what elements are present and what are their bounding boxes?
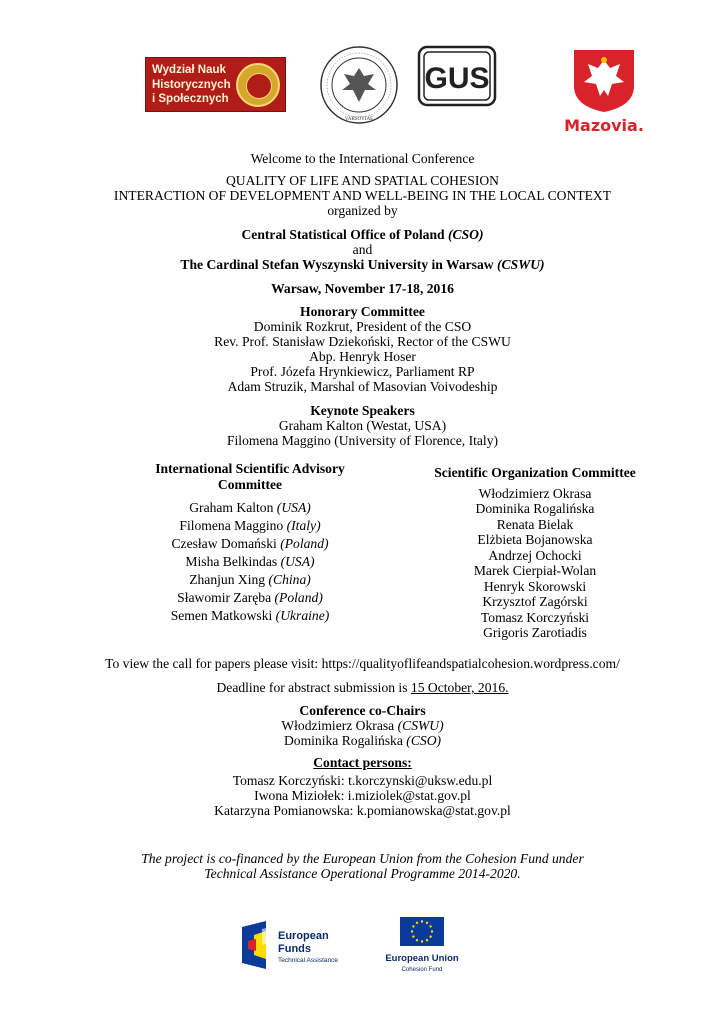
wnhs-logo-line: i Społecznych: [152, 93, 229, 105]
uksw-seal-text: VARSOVIAE: [344, 117, 374, 122]
advisory-committee: [112, 461, 388, 625]
eu-union-text: European Union: [385, 953, 459, 964]
gus-logo: [417, 45, 497, 107]
keynote-speaker: Graham Kalton (Westat, USA): [278, 418, 447, 433]
organizer-abbr: (CSWU): [497, 257, 545, 272]
organizer-abbr: (CSO): [448, 227, 484, 242]
deadline-label: Deadline for abstract submission is: [216, 680, 411, 695]
mazovia-shield-icon: [560, 48, 648, 114]
welcome-text: Welcome to the International Conference: [250, 151, 475, 166]
cochairs-heading: Conference co-Chairs: [299, 703, 426, 718]
footer-logos: [232, 913, 472, 977]
deadline-text: [0, 680, 725, 696]
keynote-speaker: Filomena Maggino (University of Florence, Italy): [226, 433, 499, 448]
organization-member: Renata Bielak: [496, 516, 574, 532]
and-text: and: [352, 242, 373, 257]
honorary-member: Abp. Henryk Hoser: [309, 349, 416, 364]
conference-title-line1: QUALITY OF LIFE AND SPATIAL COHESION: [225, 173, 499, 188]
advisory-member: Misha Belkindas (USA): [185, 554, 315, 569]
organization-member: Grigoris Zarotiadis: [483, 625, 587, 640]
advisory-member: Graham Kalton (USA): [189, 500, 311, 515]
organizer-name: The Cardinal Stefan Wyszynski University in Warsaw: [180, 257, 497, 272]
uksw-seal-logo: [318, 44, 400, 126]
funding-line2: Technical Assistance Operational Programme 2014-2020.: [204, 866, 521, 881]
honorary-member: Rev. Prof. Stanisław Dziekoński, Rector of the CSWU: [214, 334, 511, 349]
funding-line1: The project is co-financed by the European Union from the Cohesion Fund under: [141, 851, 584, 866]
advisory-member: Czesław Domański (Poland): [171, 536, 329, 551]
honorary-member: Adam Struzik, Marshal of Masovian Voivodeship: [227, 379, 498, 394]
contacts-heading-text: Contact persons:: [313, 755, 412, 770]
organization-member: Krzysztof Zagórski: [482, 594, 588, 609]
advisory-member: Semen Matkowski (Ukraine): [170, 608, 330, 623]
call-for-papers-text: To view the call for papers please visit: https://qualityoflifeandspatialcohesion.wordpress.com/: [105, 656, 620, 671]
organization-member: Henryk Skorowski: [483, 578, 587, 594]
organizer-cso: [0, 227, 725, 243]
organizer-name: Central Statistical Office of Poland: [241, 227, 448, 242]
wnhs-logo-line: Wydział Nauk: [152, 64, 226, 76]
advisory-heading-line: International Scientific Advisory: [155, 461, 345, 476]
advisory-heading-line: Committee: [217, 476, 283, 492]
european-funds-logo: [232, 913, 365, 977]
deadline-date: 15 October, 2016.: [410, 680, 509, 695]
eagle-seal-icon: [236, 63, 280, 107]
organization-heading: Scientific Organization Committee: [434, 465, 636, 480]
advisory-member: Filomena Maggino (Italy): [179, 518, 321, 533]
keynote-heading: Keynote Speakers: [310, 403, 415, 418]
honorary-member: Prof. Józefa Hrynkiewicz, Parliament RP: [250, 364, 475, 379]
honorary-heading: Honorary Committee: [300, 304, 425, 319]
wnhs-logo: [145, 57, 286, 112]
honorary-member: Dominik Rozkrut, President of the CSO: [253, 319, 472, 334]
cochair-member: Dominika Rogalińska (CSO): [283, 733, 442, 748]
eu-funds-text: Funds: [278, 943, 311, 955]
organization-member: Elżbieta Bojanowska: [477, 532, 593, 547]
gus-logo-text: GUS: [424, 62, 490, 95]
contact-person: Iwona Miziołek: i.miziolek@stat.gov.pl: [254, 788, 471, 803]
organization-member: Włodzimierz Okrasa: [478, 485, 592, 501]
conference-date: Warsaw, November 17-18, 2016: [271, 281, 454, 296]
advisory-member: Zhanjun Xing (China): [189, 572, 311, 587]
organization-committee: [405, 465, 665, 641]
organization-member: Dominika Rogalińska: [475, 501, 595, 516]
eu-funds-text: European: [278, 930, 329, 942]
conference-title-line2: INTERACTION OF DEVELOPMENT AND WELL-BEING IN THE LOCAL CONTEXT: [113, 188, 612, 203]
advisory-heading: [112, 461, 388, 492]
organizer-cswu: [0, 257, 725, 273]
mazovia-logo: [560, 48, 648, 138]
advisory-member: Sławomir Zaręba (Poland): [177, 590, 323, 605]
european-funds-mark-icon: [242, 921, 270, 969]
contact-person: Katarzyna Pomianowska: k.pomianowska@stat.gov.pl: [214, 803, 511, 818]
organization-member: Tomasz Korczyński: [480, 609, 590, 625]
organized-by-text: organized by: [327, 203, 398, 218]
contacts-heading: [0, 755, 725, 771]
eu-funds-text: Technical Assistance: [278, 957, 338, 964]
eu-union-text: Cohesion Fund: [401, 967, 443, 973]
european-union-logo: [372, 913, 472, 977]
contact-person: Tomasz Korczyński: t.korczynski@uksw.edu.pl: [232, 773, 493, 788]
organization-member: Andrzej Ochocki: [488, 547, 582, 563]
mazovia-wordmark: Mazovia.: [564, 116, 644, 135]
cochair-member: Włodzimierz Okrasa (CSWU): [281, 718, 444, 733]
organization-member: Marek Cierpiał-Wolan: [473, 563, 597, 578]
wnhs-logo-line: Historycznych: [152, 78, 231, 91]
